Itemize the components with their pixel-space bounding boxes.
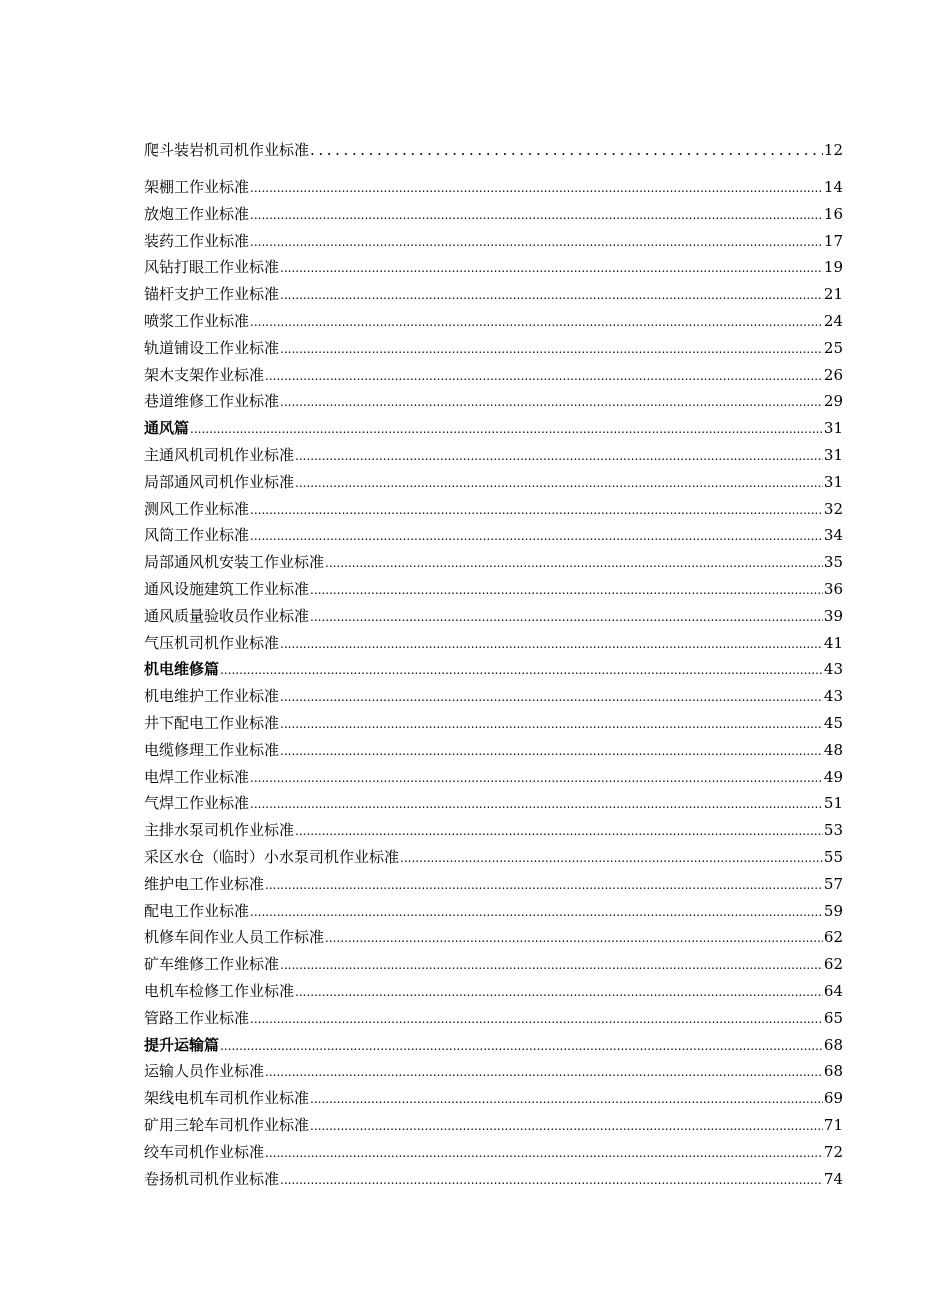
toc-entry[interactable]	[144, 1113, 843, 1137]
toc-dot-leader	[280, 1168, 823, 1192]
toc-entry-title: 轨道铺设工作业标准	[144, 339, 280, 357]
toc-dot-leader	[280, 739, 823, 763]
toc-page-number: 74	[823, 1170, 843, 1188]
toc-page-number: 29	[823, 392, 843, 410]
toc-entry[interactable]	[144, 550, 843, 574]
toc-entry-title: 通风篇	[144, 419, 190, 437]
toc-entry-title: 通风设施建筑工作业标准	[144, 580, 310, 598]
toc-entry-title: 配电工作业标准	[144, 902, 250, 920]
toc-entry-title: 主通风机司机作业标准	[144, 446, 295, 464]
toc-page-number: 59	[823, 902, 843, 920]
toc-page-number: 19	[823, 258, 843, 276]
toc-dot-leader	[250, 310, 823, 334]
toc-section-entry[interactable]	[144, 1033, 843, 1057]
toc-entry-title: 机电维修篇	[144, 660, 220, 678]
toc-page-number: 43	[823, 660, 843, 678]
toc-page-number: 17	[823, 232, 843, 250]
toc-dot-leader	[400, 846, 823, 870]
toc-entry-title: 电机车检修工作业标准	[144, 982, 295, 1000]
toc-dot-leader	[220, 658, 823, 682]
toc-page-number: 26	[823, 366, 843, 384]
toc-dot-leader	[265, 1141, 823, 1165]
toc-page-number: 14	[823, 178, 843, 196]
toc-page-number: 31	[823, 419, 843, 437]
toc-entry[interactable]	[144, 684, 843, 708]
toc-entry-title: 架棚工作业标准	[144, 178, 250, 196]
toc-page-number: 64	[823, 982, 843, 1000]
toc-entry-title: 巷道维修工作业标准	[144, 392, 280, 410]
toc-dot-leader	[310, 1114, 823, 1138]
toc-dot-leader	[250, 176, 823, 200]
toc-entry-title: 矿用三轮车司机作业标准	[144, 1116, 310, 1134]
toc-entry[interactable]	[144, 282, 843, 306]
toc-entry[interactable]	[144, 363, 843, 387]
toc-entry-title: 井下配电工作业标准	[144, 714, 280, 732]
toc-entry[interactable]	[144, 497, 843, 521]
toc-entry-title: 测风工作业标准	[144, 500, 250, 518]
toc-page-number: 65	[823, 1009, 843, 1027]
toc-entry-title: 矿车维修工作业标准	[144, 955, 280, 973]
toc-entry-title: 架木支架作业标准	[144, 366, 265, 384]
toc-entry[interactable]	[144, 577, 843, 601]
toc-entry-title: 卷扬机司机作业标准	[144, 1170, 280, 1188]
toc-dot-leader	[325, 926, 823, 950]
toc-dot-leader	[250, 766, 823, 790]
toc-entry[interactable]	[144, 309, 843, 333]
toc-page-number: 41	[823, 634, 843, 652]
toc-page-number: 68	[823, 1062, 843, 1080]
toc-entry[interactable]	[144, 389, 843, 413]
toc-entry-title: 运输人员作业标准	[144, 1062, 265, 1080]
toc-dot-leader	[280, 283, 823, 307]
toc-dot-leader	[265, 1060, 823, 1084]
toc-entry[interactable]	[144, 1006, 843, 1030]
toc-dot-leader	[190, 417, 823, 441]
toc-entry-title: 管路工作业标准	[144, 1009, 250, 1027]
toc-page-number: 21	[823, 285, 843, 303]
toc-section-entry[interactable]	[144, 657, 843, 681]
toc-entry[interactable]	[144, 1086, 843, 1110]
toc-page-number: 49	[823, 768, 843, 786]
toc-dot-leader	[295, 471, 823, 495]
toc-entry-title: 绞车司机作业标准	[144, 1143, 265, 1161]
toc-page-number: 55	[823, 848, 843, 866]
toc-dot-leader	[280, 337, 823, 361]
toc-entry[interactable]	[144, 1140, 843, 1164]
toc-dot-leader	[295, 980, 823, 1004]
toc-dot-leader	[250, 498, 823, 522]
toc-entry[interactable]	[144, 631, 843, 655]
toc-page-number: 69	[823, 1089, 843, 1107]
toc-page-number: 71	[823, 1116, 843, 1134]
toc-dot-leader	[250, 203, 823, 227]
toc-dot-leader	[295, 819, 823, 843]
toc-page-number: 62	[823, 955, 843, 973]
toc-dot-leader	[265, 364, 823, 388]
toc-entry-title: 架线电机车司机作业标准	[144, 1089, 310, 1107]
toc-page-number: 12	[823, 141, 843, 159]
toc-page-number: 57	[823, 875, 843, 893]
toc-entry-title: 局部通风司机作业标准	[144, 473, 295, 491]
toc-entry[interactable]	[144, 791, 843, 815]
toc-dot-leader	[220, 1034, 823, 1058]
toc-page-number: 68	[823, 1036, 843, 1054]
toc-page-number: 24	[823, 312, 843, 330]
toc-page-number: 45	[823, 714, 843, 732]
toc-page-number: 25	[823, 339, 843, 357]
toc-page-number: 39	[823, 607, 843, 625]
toc-entry-title: 风筒工作业标准	[144, 526, 250, 544]
toc-entry-title: 爬斗装岩机司机作业标准	[144, 141, 310, 159]
toc-page-number: 31	[823, 473, 843, 491]
toc-page-number: 31	[823, 446, 843, 464]
toc-entry-title: 机修车间作业人员工作标准	[144, 928, 325, 946]
toc-dot-leader	[250, 900, 823, 924]
toc-dot-leader	[310, 138, 823, 162]
toc-entry-title: 放炮工作业标准	[144, 205, 250, 223]
toc-entry[interactable]	[144, 818, 843, 842]
toc-dot-leader	[250, 230, 823, 254]
toc-entry[interactable]	[144, 1059, 843, 1083]
toc-dot-leader	[310, 578, 823, 602]
toc-entry[interactable]	[144, 979, 843, 1003]
toc-entry[interactable]	[144, 899, 843, 923]
toc-dot-leader	[280, 685, 823, 709]
toc-section-entry[interactable]	[144, 416, 843, 440]
toc-entry-title: 主排水泵司机作业标准	[144, 821, 295, 839]
toc-entry-title: 采区水仓（临时）小水泵司机作业标准	[144, 848, 400, 866]
toc-dot-leader	[280, 712, 823, 736]
toc-page-number: 53	[823, 821, 843, 839]
toc-entry[interactable]	[144, 202, 843, 226]
toc-entry-title: 电缆修理工作业标准	[144, 741, 280, 759]
toc-entry[interactable]	[144, 952, 843, 976]
toc-page-number: 72	[823, 1143, 843, 1161]
toc-entry[interactable]	[144, 470, 843, 494]
toc-entry[interactable]	[144, 138, 843, 162]
toc-page-number: 51	[823, 794, 843, 812]
toc-entry[interactable]	[144, 1167, 843, 1191]
toc-page-number: 32	[823, 500, 843, 518]
toc-entry-title: 维护电工作业标准	[144, 875, 265, 893]
toc-dot-leader	[280, 953, 823, 977]
toc-dot-leader	[280, 390, 823, 414]
toc-dot-leader	[280, 256, 823, 280]
toc-entry[interactable]	[144, 765, 843, 789]
toc-entry-title: 风钻打眼工作业标准	[144, 258, 280, 276]
toc-dot-leader	[250, 792, 823, 816]
toc-entry[interactable]	[144, 845, 843, 869]
toc-entry[interactable]	[144, 336, 843, 360]
toc-dot-leader	[265, 873, 823, 897]
toc-entry-title: 装药工作业标准	[144, 232, 250, 250]
toc-dot-leader	[310, 605, 823, 629]
toc-dot-leader	[325, 551, 823, 575]
toc-entry-title: 气压机司机作业标准	[144, 634, 280, 652]
toc-dot-leader	[250, 1007, 823, 1031]
toc-entry-title: 提升运输篇	[144, 1036, 220, 1054]
toc-page-number: 35	[823, 553, 843, 571]
toc-dot-leader	[250, 524, 823, 548]
toc-entry-title: 局部通风机安装工作业标准	[144, 553, 325, 571]
toc-entry[interactable]	[144, 711, 843, 735]
toc-page-number: 43	[823, 687, 843, 705]
toc-entry-title: 电焊工作业标准	[144, 768, 250, 786]
toc-entry-title: 气焊工作业标准	[144, 794, 250, 812]
toc-entry-title: 通风质量验收员作业标准	[144, 607, 310, 625]
toc-entry[interactable]	[144, 925, 843, 949]
toc-dot-leader	[295, 444, 823, 468]
toc-page-number: 36	[823, 580, 843, 598]
toc-entry[interactable]	[144, 175, 843, 199]
toc-page-number: 16	[823, 205, 843, 223]
toc-page-number: 34	[823, 526, 843, 544]
toc-entry-title: 机电维护工作业标准	[144, 687, 280, 705]
toc-entry[interactable]	[144, 255, 843, 279]
toc-entry-title: 锚杆支护工作业标准	[144, 285, 280, 303]
toc-page-number: 48	[823, 741, 843, 759]
toc-dot-leader	[310, 1087, 823, 1111]
toc-entry[interactable]	[144, 229, 843, 253]
toc-entry[interactable]	[144, 443, 843, 467]
toc-entry[interactable]	[144, 738, 843, 762]
toc-entry[interactable]	[144, 523, 843, 547]
toc-entry[interactable]	[144, 872, 843, 896]
toc-page-number: 62	[823, 928, 843, 946]
toc-dot-leader	[280, 632, 823, 656]
toc-entry-title: 喷浆工作业标准	[144, 312, 250, 330]
toc-entry[interactable]	[144, 604, 843, 628]
